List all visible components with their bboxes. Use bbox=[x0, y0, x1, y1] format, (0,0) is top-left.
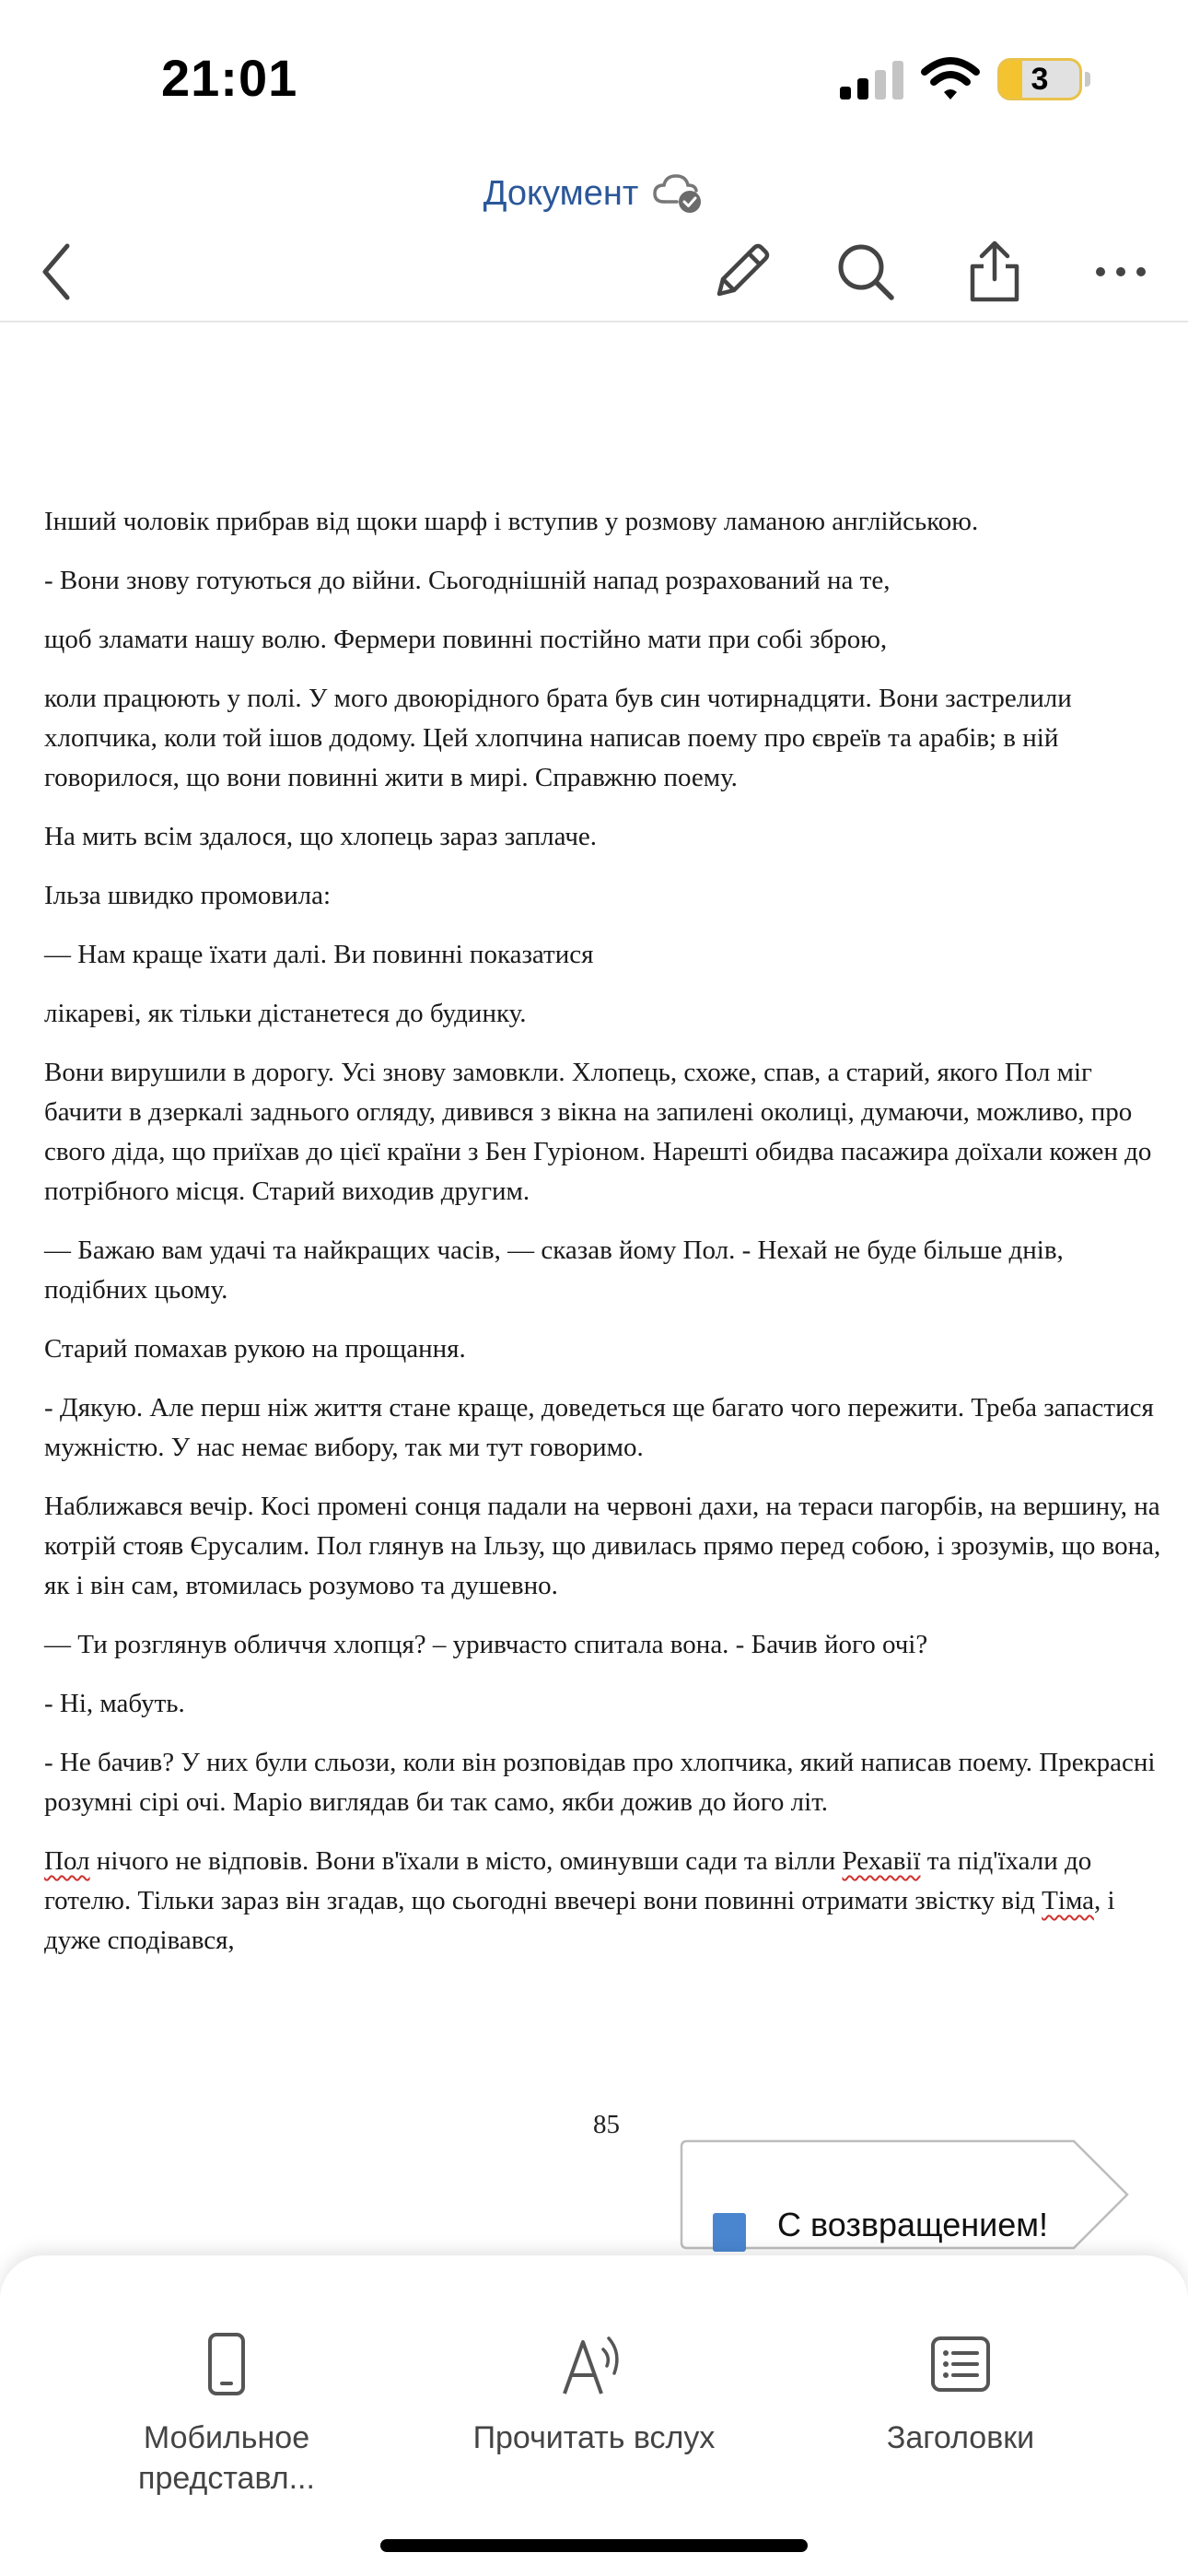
toolbar bbox=[0, 221, 1188, 322]
home-indicator[interactable] bbox=[380, 2539, 808, 2552]
document-paragraph[interactable] bbox=[44, 1231, 1168, 1310]
headings-label: Заголовки bbox=[886, 2420, 1035, 2455]
document-paragraph[interactable] bbox=[44, 1842, 1168, 1961]
paragraph-text: , і дуже сподівався, bbox=[44, 1886, 1115, 1955]
document-body[interactable] bbox=[44, 502, 1168, 1980]
share-icon bbox=[961, 239, 1028, 305]
paragraph-text: Ільза швидко промовила: bbox=[44, 881, 332, 910]
mobile-view-button[interactable] bbox=[88, 2329, 365, 2499]
document-paragraph[interactable] bbox=[44, 620, 1168, 660]
misspelled-word: Тіма bbox=[1042, 1886, 1094, 1915]
paragraph-text: Наближався вечір. Косі промені сонця падали на червоні дахи, на тераси пагорбів, на вершину, на котрій стояв Єрусалим. Пол глянув на Ільзу, що дивилась прямо перед собою, і зрозумів, що вона, як і він сам, втомилась розумово та душевно. bbox=[44, 1492, 1161, 1600]
paragraph-text: та під'їхали до готелю. Тільки зараз він згадав, що сьогодні ввечері вони повинні отримати звістку від bbox=[44, 1846, 1092, 1915]
misspelled-word: Пол bbox=[44, 1846, 90, 1876]
page-number: 85 bbox=[593, 2110, 620, 2139]
paragraph-text: коли працюють у полі. У мого двоюрідного брата був син чотирнадцяти. Вони застрелили хлопчика, коли той ішов додому. Цей хлопчина написав поему про євреїв та арабів; в ній говорилося, що вони повинні жити в мирі. Справжню поему. bbox=[44, 684, 1072, 792]
toast-brand-mark bbox=[713, 2213, 746, 2252]
wifi-icon bbox=[921, 57, 980, 101]
paragraph-text: — Нам краще їхати далі. Ви повинні показатися bbox=[44, 940, 594, 969]
misspelled-word: Рехавії bbox=[842, 1846, 921, 1876]
welcome-back-toast[interactable] bbox=[680, 2139, 1131, 2252]
phone-icon bbox=[192, 2329, 262, 2399]
document-paragraph[interactable] bbox=[44, 1388, 1168, 1468]
document-paragraph[interactable] bbox=[44, 1329, 1168, 1369]
share-button[interactable] bbox=[953, 230, 1036, 313]
document-paragraph[interactable] bbox=[44, 679, 1168, 798]
edit-pencil-icon bbox=[708, 239, 775, 305]
back-icon bbox=[25, 239, 91, 305]
document-paragraph[interactable] bbox=[44, 561, 1168, 601]
paragraph-text: Старий помахав рукою на прощання. bbox=[44, 1334, 466, 1364]
paragraph-text: На мить всім здалося, що хлопець зараз заплаче. bbox=[44, 822, 598, 851]
document-title[interactable]: Документ bbox=[483, 173, 639, 213]
paragraph-text: щоб зламати нашу волю. Фермери повинні постійно мати при собі зброю, bbox=[44, 625, 888, 654]
headings-button[interactable] bbox=[822, 2329, 1099, 2458]
search-icon bbox=[833, 239, 899, 305]
document-paragraph[interactable] bbox=[44, 1684, 1168, 1724]
document-paragraph[interactable] bbox=[44, 817, 1168, 857]
read-aloud-button[interactable] bbox=[456, 2329, 732, 2458]
document-paragraph[interactable] bbox=[44, 1053, 1168, 1212]
document-title-bar[interactable] bbox=[0, 166, 1188, 221]
paragraph-text: — Бажаю вам удачі та найкращих часів, — сказав йому Пол. - Нехай не буде більше днів, подібних цьому. bbox=[44, 1235, 1064, 1305]
more-icon bbox=[1088, 239, 1154, 305]
search-button[interactable] bbox=[824, 230, 907, 313]
paragraph-text: Інший чоловік прибрав від щоки шарф і вступив у розмову ламаною англійською. bbox=[44, 507, 979, 536]
bottom-sheet bbox=[0, 2255, 1188, 2576]
paragraph-text: - Дякую. Але перш ніж життя стане краще, доведеться ще багато чого пережити. Треба запастися мужністю. У нас немає вибору, так ми тут говоримо. bbox=[44, 1393, 1154, 1462]
battery-cap bbox=[1085, 72, 1090, 87]
mobile-view-label: Мобильное представл... bbox=[138, 2420, 315, 2496]
paragraph-text: - Не бачив? У них були сльози, коли він розповідав про хлопчика, який написав поему. Прекрасні розумні сірі очі. Маріо виглядав би так само, якби дожив до його літ. bbox=[44, 1748, 1156, 1817]
paragraph-text: лікареві, як тільки дістанетеся до будинку. bbox=[44, 999, 527, 1028]
document-paragraph[interactable] bbox=[44, 1625, 1168, 1665]
read-aloud-label: Прочитать вслух bbox=[472, 2420, 716, 2455]
status-time: 21:01 bbox=[161, 49, 298, 107]
document-paragraph[interactable] bbox=[44, 935, 1168, 975]
read-aloud-icon bbox=[559, 2329, 629, 2399]
document-paragraph[interactable] bbox=[44, 994, 1168, 1034]
cloud-synced-icon bbox=[651, 170, 705, 217]
paragraph-text: — Ти розглянув обличчя хлопця? – уривчасто спитала вона. - Бачив його очі? bbox=[44, 1630, 928, 1659]
document-paragraph[interactable] bbox=[44, 502, 1168, 542]
status-bar bbox=[0, 0, 1188, 138]
paragraph-text: нічого не відповів. Вони в'їхали в місто, оминувши сади та вілли bbox=[89, 1846, 843, 1876]
document-paragraph[interactable] bbox=[44, 876, 1168, 916]
paragraph-text: Вони вирушили в дорогу. Усі знову замовкли. Хлопець, схоже, спав, а старий, якого Пол міг бачити в дзеркалі заднього огляду, дивився з вікна на запилені околиці, думаючи, можливо, про свого діда, що приїхав до цієї країни з Бен Гуріоном. Нарешті обидва пасажира доїхали кожен до потрібного місця. Старий виходив другим. bbox=[44, 1058, 1152, 1206]
cellular-signal-icon bbox=[840, 61, 906, 100]
more-button[interactable] bbox=[1079, 230, 1162, 313]
battery-percent: 3 bbox=[1031, 61, 1049, 97]
headings-list-icon bbox=[926, 2329, 996, 2399]
edit-button[interactable] bbox=[700, 230, 783, 313]
paragraph-text: - Вони знову готуються до війни. Сьогоднішній напад розрахований на те, bbox=[44, 566, 891, 595]
battery-indicator bbox=[997, 58, 1082, 100]
document-paragraph[interactable] bbox=[44, 1743, 1168, 1822]
back-button[interactable] bbox=[17, 230, 99, 313]
toast-text: С возвращением! bbox=[777, 2206, 1049, 2243]
paragraph-text: - Ні, мабуть. bbox=[44, 1689, 185, 1718]
document-paragraph[interactable] bbox=[44, 1487, 1168, 1606]
